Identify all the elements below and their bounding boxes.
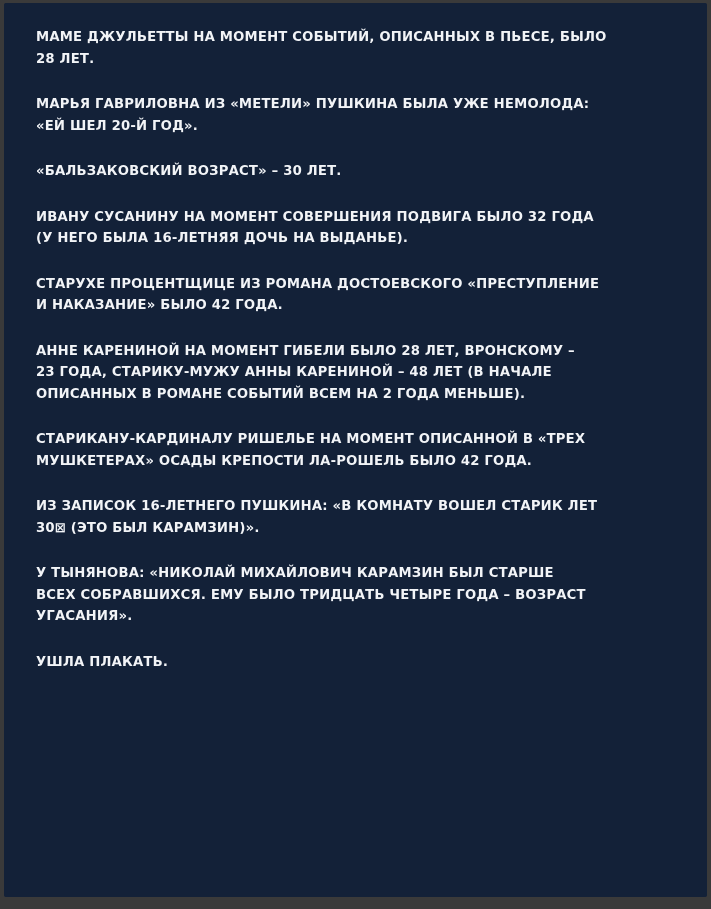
paragraph-richelieu: СТАРИКАНУ-КАРДИНАЛУ РИШЕЛЬЕ НА МОМЕНТ ОПИСАННОЙ В «ТРЕХ МУШКЕТЕРАХ» ОСАДЫ КРЕПОСТИ ЛА-РОШЕЛЬ БЫЛО 42 ГОДА.: [36, 432, 586, 469]
paragraph-went-to-cry: УШЛА ПЛАКАТЬ.: [36, 654, 169, 670]
paragraph-old-pawnbroker: СТАРУХЕ ПРОЦЕНТЩИЦЕ ИЗ РОМАНА ДОСТОЕВСКОГО «ПРЕСТУПЛЕНИЕ И НАКАЗАНИЕ» БЫЛО 42 ГОДА.: [36, 276, 600, 313]
paragraph-marya-gavrilovna: МАРЬЯ ГАВРИЛОВНА ИЗ «МЕТЕЛИ» ПУШКИНА БЫЛА УЖЕ НЕМОЛОДА: «ЕЙ ШЕЛ 20-Й ГОД».: [36, 97, 590, 134]
paragraph-juliet-mother: МАМЕ ДЖУЛЬЕТТЫ НА МОМЕНТ СОБЫТИЙ, ОПИСАННЫХ В ПЬЕСЕ, БЫЛО 28 ЛЕТ.: [36, 30, 607, 67]
paragraph-balzac-age: «БАЛЬЗАКОВСКИЙ ВОЗРАСТ» – 30 ЛЕТ.: [36, 164, 342, 179]
paragraph-anna-karenina: АННЕ КАРЕНИНОЙ НА МОМЕНТ ГИБЕЛИ БЫЛО 28 ЛЕТ, ВРОНСКОМУ – 23 ГОДА, СТАРИКУ-МУЖУ АННЫ КАРЕНИНОЙ – 48 ЛЕТ (В НАЧАЛЕ ОПИСАННЫХ В РОМАНЕ СОБЫТИЙ ВСЕМ НА 2 ГОДА МЕНЬШЕ).: [36, 343, 575, 402]
paragraph-pushkin-notes: ИЗ ЗАПИСОК 16-ЛЕТНЕГО ПУШКИНА: «В КОМНАТУ ВОШЕЛ СТАРИК ЛЕТ 30⊠ (ЭТО БЫЛ КАРАМЗИН)».: [36, 499, 598, 536]
text-card: [4, 3, 707, 897]
paragraph-susanin: ИВАНУ СУСАНИНУ НА МОМЕНТ СОВЕРШЕНИЯ ПОДВИГА БЫЛО 32 ГОДА (У НЕГО БЫЛА 16-ЛЕТНЯЯ ДОЧЬ НА ВЫДАНЬЕ).: [36, 209, 594, 246]
paragraph-tynyanov: У ТЫНЯНОВА: «НИКОЛАЙ МИХАЙЛОВИЧ КАРАМЗИН БЫЛ СТАРШЕ ВСЕХ СОБРАВШИХСЯ. ЕМУ БЫЛО ТРИДЦАТЬ ЧЕТЫРЕ ГОДА – ВОЗРАСТ УГАСАНИЯ».: [36, 566, 586, 624]
